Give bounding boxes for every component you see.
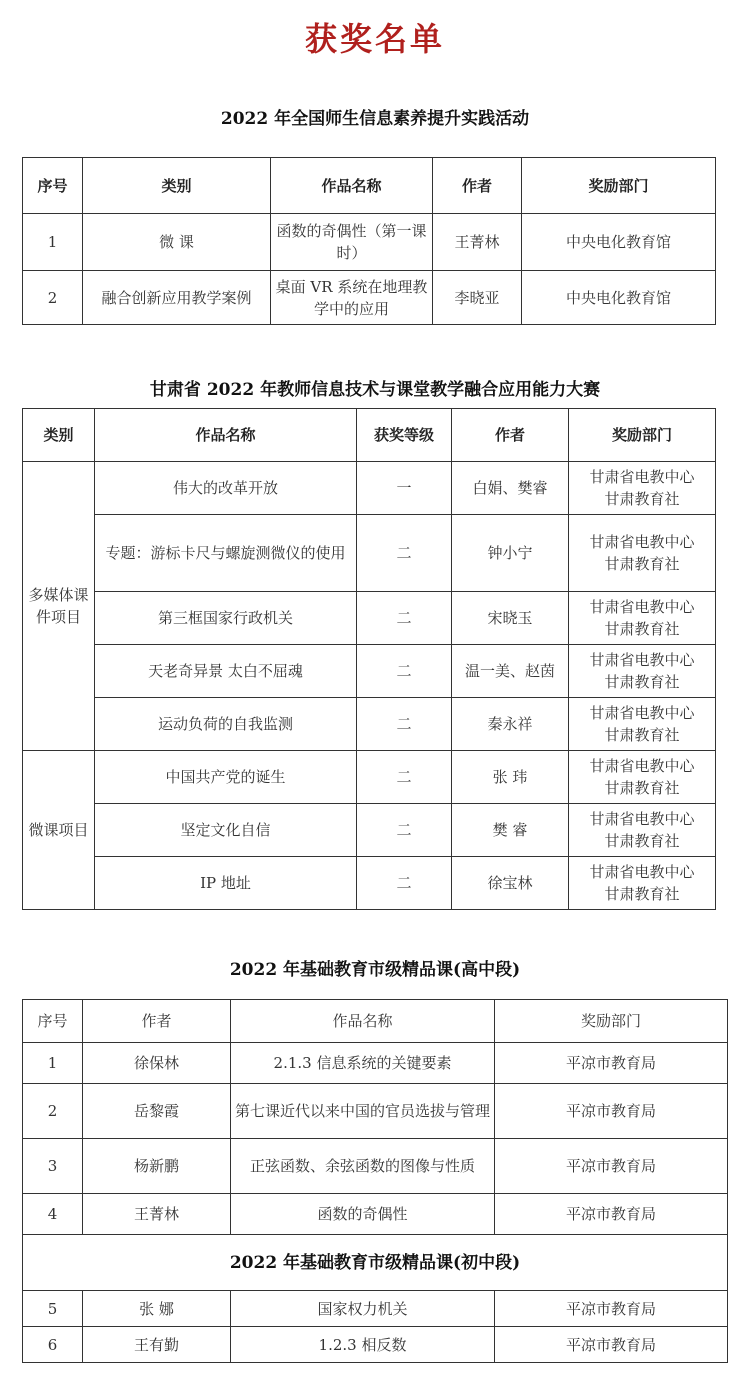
cell-author: 徐保林: [83, 1043, 231, 1084]
table-row: [23, 1084, 728, 1139]
cell-work: 坚定文化自信: [95, 804, 357, 857]
table-row: [23, 645, 716, 698]
cell-author: 秦永祥: [452, 698, 569, 751]
cell-category: 融合创新应用教学案例: [83, 271, 271, 325]
cell-level: 二: [357, 592, 452, 645]
cell-dept: [569, 857, 716, 910]
dept-line: 甘肃教育社: [604, 885, 680, 903]
cell-category-microlesson: 微课项目: [23, 751, 95, 910]
table-subtitle-row: [23, 1235, 728, 1291]
dept-line: 甘肃省电教中心: [589, 598, 695, 616]
cell-dept: 中央电化教育馆: [522, 271, 716, 325]
cell-work: 桌面 VR 系统在地理教学中的应用: [271, 271, 433, 325]
cell-author: 李晓亚: [433, 271, 522, 325]
section-title-gansu: 甘肃省 2022 年教师信息技术与课堂教学融合应用能力大赛: [149, 380, 601, 400]
cell-author: 樊 睿: [452, 804, 569, 857]
dept-line: 甘肃省电教中心: [589, 757, 695, 775]
col-header-category: 类别: [23, 409, 95, 462]
cell-work: IP 地址: [95, 857, 357, 910]
table-header-row: [23, 409, 716, 462]
cell-work: 第三框国家行政机关: [95, 592, 357, 645]
dept-line: 甘肃教育社: [604, 673, 680, 691]
cell-level: 二: [357, 698, 452, 751]
col-header-work: 作品名称: [271, 158, 433, 214]
cell-no: 2: [23, 1084, 83, 1139]
cell-dept: 平凉市教育局: [495, 1139, 728, 1194]
table-row: [23, 462, 716, 515]
cell-no: 1: [23, 1043, 83, 1084]
dept-line: 甘肃省电教中心: [589, 651, 695, 669]
section-subtitle-junior: 2022 年基础教育市级精品课(初中段): [23, 1235, 728, 1291]
cell-no: 6: [23, 1327, 83, 1363]
cell-level: 二: [357, 857, 452, 910]
dept-line: 甘肃省电教中心: [589, 468, 695, 486]
cell-author: 宋晓玉: [452, 592, 569, 645]
cell-author: 王菁林: [433, 214, 522, 271]
page-title: 获奖名单: [304, 20, 445, 58]
cell-work: 2.1.3 信息系统的关键要素: [231, 1043, 495, 1084]
cell-no: 3: [23, 1139, 83, 1194]
table-row: [23, 1139, 728, 1194]
cell-dept: 平凉市教育局: [495, 1291, 728, 1327]
cell-dept: 平凉市教育局: [495, 1327, 728, 1363]
cell-work: 专题：游标卡尺与螺旋测微仪的使用: [95, 515, 357, 592]
cell-dept: [569, 645, 716, 698]
cell-author: 钟小宁: [452, 515, 569, 592]
dept-line: 甘肃教育社: [604, 779, 680, 797]
dept-line: 甘肃教育社: [604, 620, 680, 638]
dept-line: 甘肃教育社: [604, 726, 680, 744]
cell-no: 2: [23, 271, 83, 325]
col-header-level: 获奖等级: [357, 409, 452, 462]
cell-work: 函数的奇偶性: [231, 1194, 495, 1235]
col-header-category: 类别: [83, 158, 271, 214]
cell-author: 张 玮: [452, 751, 569, 804]
table-row: [23, 857, 716, 910]
col-header-dept: 奖励部门: [522, 158, 716, 214]
cell-level: 二: [357, 751, 452, 804]
col-header-work: 作品名称: [231, 1000, 495, 1043]
cell-author: 岳黎霞: [83, 1084, 231, 1139]
award-table-gansu: [22, 408, 716, 910]
cell-dept: [569, 462, 716, 515]
cell-dept: [569, 698, 716, 751]
cell-dept: 平凉市教育局: [495, 1043, 728, 1084]
cell-author: 白娟、樊睿: [452, 462, 569, 515]
dept-line: 甘肃省电教中心: [589, 810, 695, 828]
cell-category: 微 课: [83, 214, 271, 271]
col-header-work: 作品名称: [95, 409, 357, 462]
col-header-author: 作者: [83, 1000, 231, 1043]
cell-author: 温一美、赵茵: [452, 645, 569, 698]
cell-level: 二: [357, 515, 452, 592]
cell-dept: 平凉市教育局: [495, 1194, 728, 1235]
cell-dept: [569, 515, 716, 592]
cell-dept: 中央电化教育馆: [522, 214, 716, 271]
table-row: [23, 698, 716, 751]
dept-line: 甘肃省电教中心: [589, 704, 695, 722]
cell-dept: [569, 592, 716, 645]
cell-work: 1.2.3 相反数: [231, 1327, 495, 1363]
dept-line: 甘肃教育社: [604, 555, 680, 573]
cell-no: 4: [23, 1194, 83, 1235]
cell-author: 张 娜: [83, 1291, 231, 1327]
section-title-national: 2022 年全国师生信息素养提升实践活动: [220, 109, 530, 129]
col-header-dept: 奖励部门: [495, 1000, 728, 1043]
dept-line: 甘肃省电教中心: [589, 863, 695, 881]
table-row: [23, 1194, 728, 1235]
cell-work: 天老奇异景 太白不屈魂: [95, 645, 357, 698]
col-header-no: 序号: [23, 1000, 83, 1043]
table-row: [23, 515, 716, 592]
cell-author: 王菁林: [83, 1194, 231, 1235]
cell-work: 正弦函数、余弦函数的图像与性质: [231, 1139, 495, 1194]
cell-no: 5: [23, 1291, 83, 1327]
cell-author: 徐宝林: [452, 857, 569, 910]
cell-work: 国家权力机关: [231, 1291, 495, 1327]
cell-no: 1: [23, 214, 83, 271]
cell-dept: [569, 804, 716, 857]
cell-author: 王有勤: [83, 1327, 231, 1363]
cell-author: 杨新鹏: [83, 1139, 231, 1194]
col-header-no: 序号: [23, 158, 83, 214]
table-row: [23, 1291, 728, 1327]
cell-level: 二: [357, 804, 452, 857]
table-row: [23, 804, 716, 857]
cell-level: 二: [357, 645, 452, 698]
cell-dept: 平凉市教育局: [495, 1084, 728, 1139]
col-header-author: 作者: [433, 158, 522, 214]
table-header-row: [23, 158, 716, 214]
cell-work: 函数的奇偶性（第一课时）: [271, 214, 433, 271]
section-title-pingliang: 2022 年基础教育市级精品课(高中段): [229, 960, 521, 980]
cell-work: 运动负荷的自我监测: [95, 698, 357, 751]
table-row: [23, 751, 716, 804]
cell-level: 一: [357, 462, 452, 515]
award-table-national: [22, 157, 716, 325]
cell-category-multimedia: 多媒体课件项目: [23, 462, 95, 751]
dept-line: 甘肃省电教中心: [589, 533, 695, 551]
table-row: [23, 1043, 728, 1084]
cell-work: 中国共产党的诞生: [95, 751, 357, 804]
award-table-pingliang: [22, 999, 728, 1363]
dept-line: 甘肃教育社: [604, 832, 680, 850]
table-row: [23, 1327, 728, 1363]
cell-work: 伟大的改革开放: [95, 462, 357, 515]
table-header-row: [23, 1000, 728, 1043]
table-row: [23, 214, 716, 271]
col-header-author: 作者: [452, 409, 569, 462]
col-header-dept: 奖励部门: [569, 409, 716, 462]
table-row: [23, 271, 716, 325]
dept-line: 甘肃教育社: [604, 490, 680, 508]
cell-dept: [569, 751, 716, 804]
cell-work: 第七课近代以来中国的官员选拔与管理: [231, 1084, 495, 1139]
table-row: [23, 592, 716, 645]
